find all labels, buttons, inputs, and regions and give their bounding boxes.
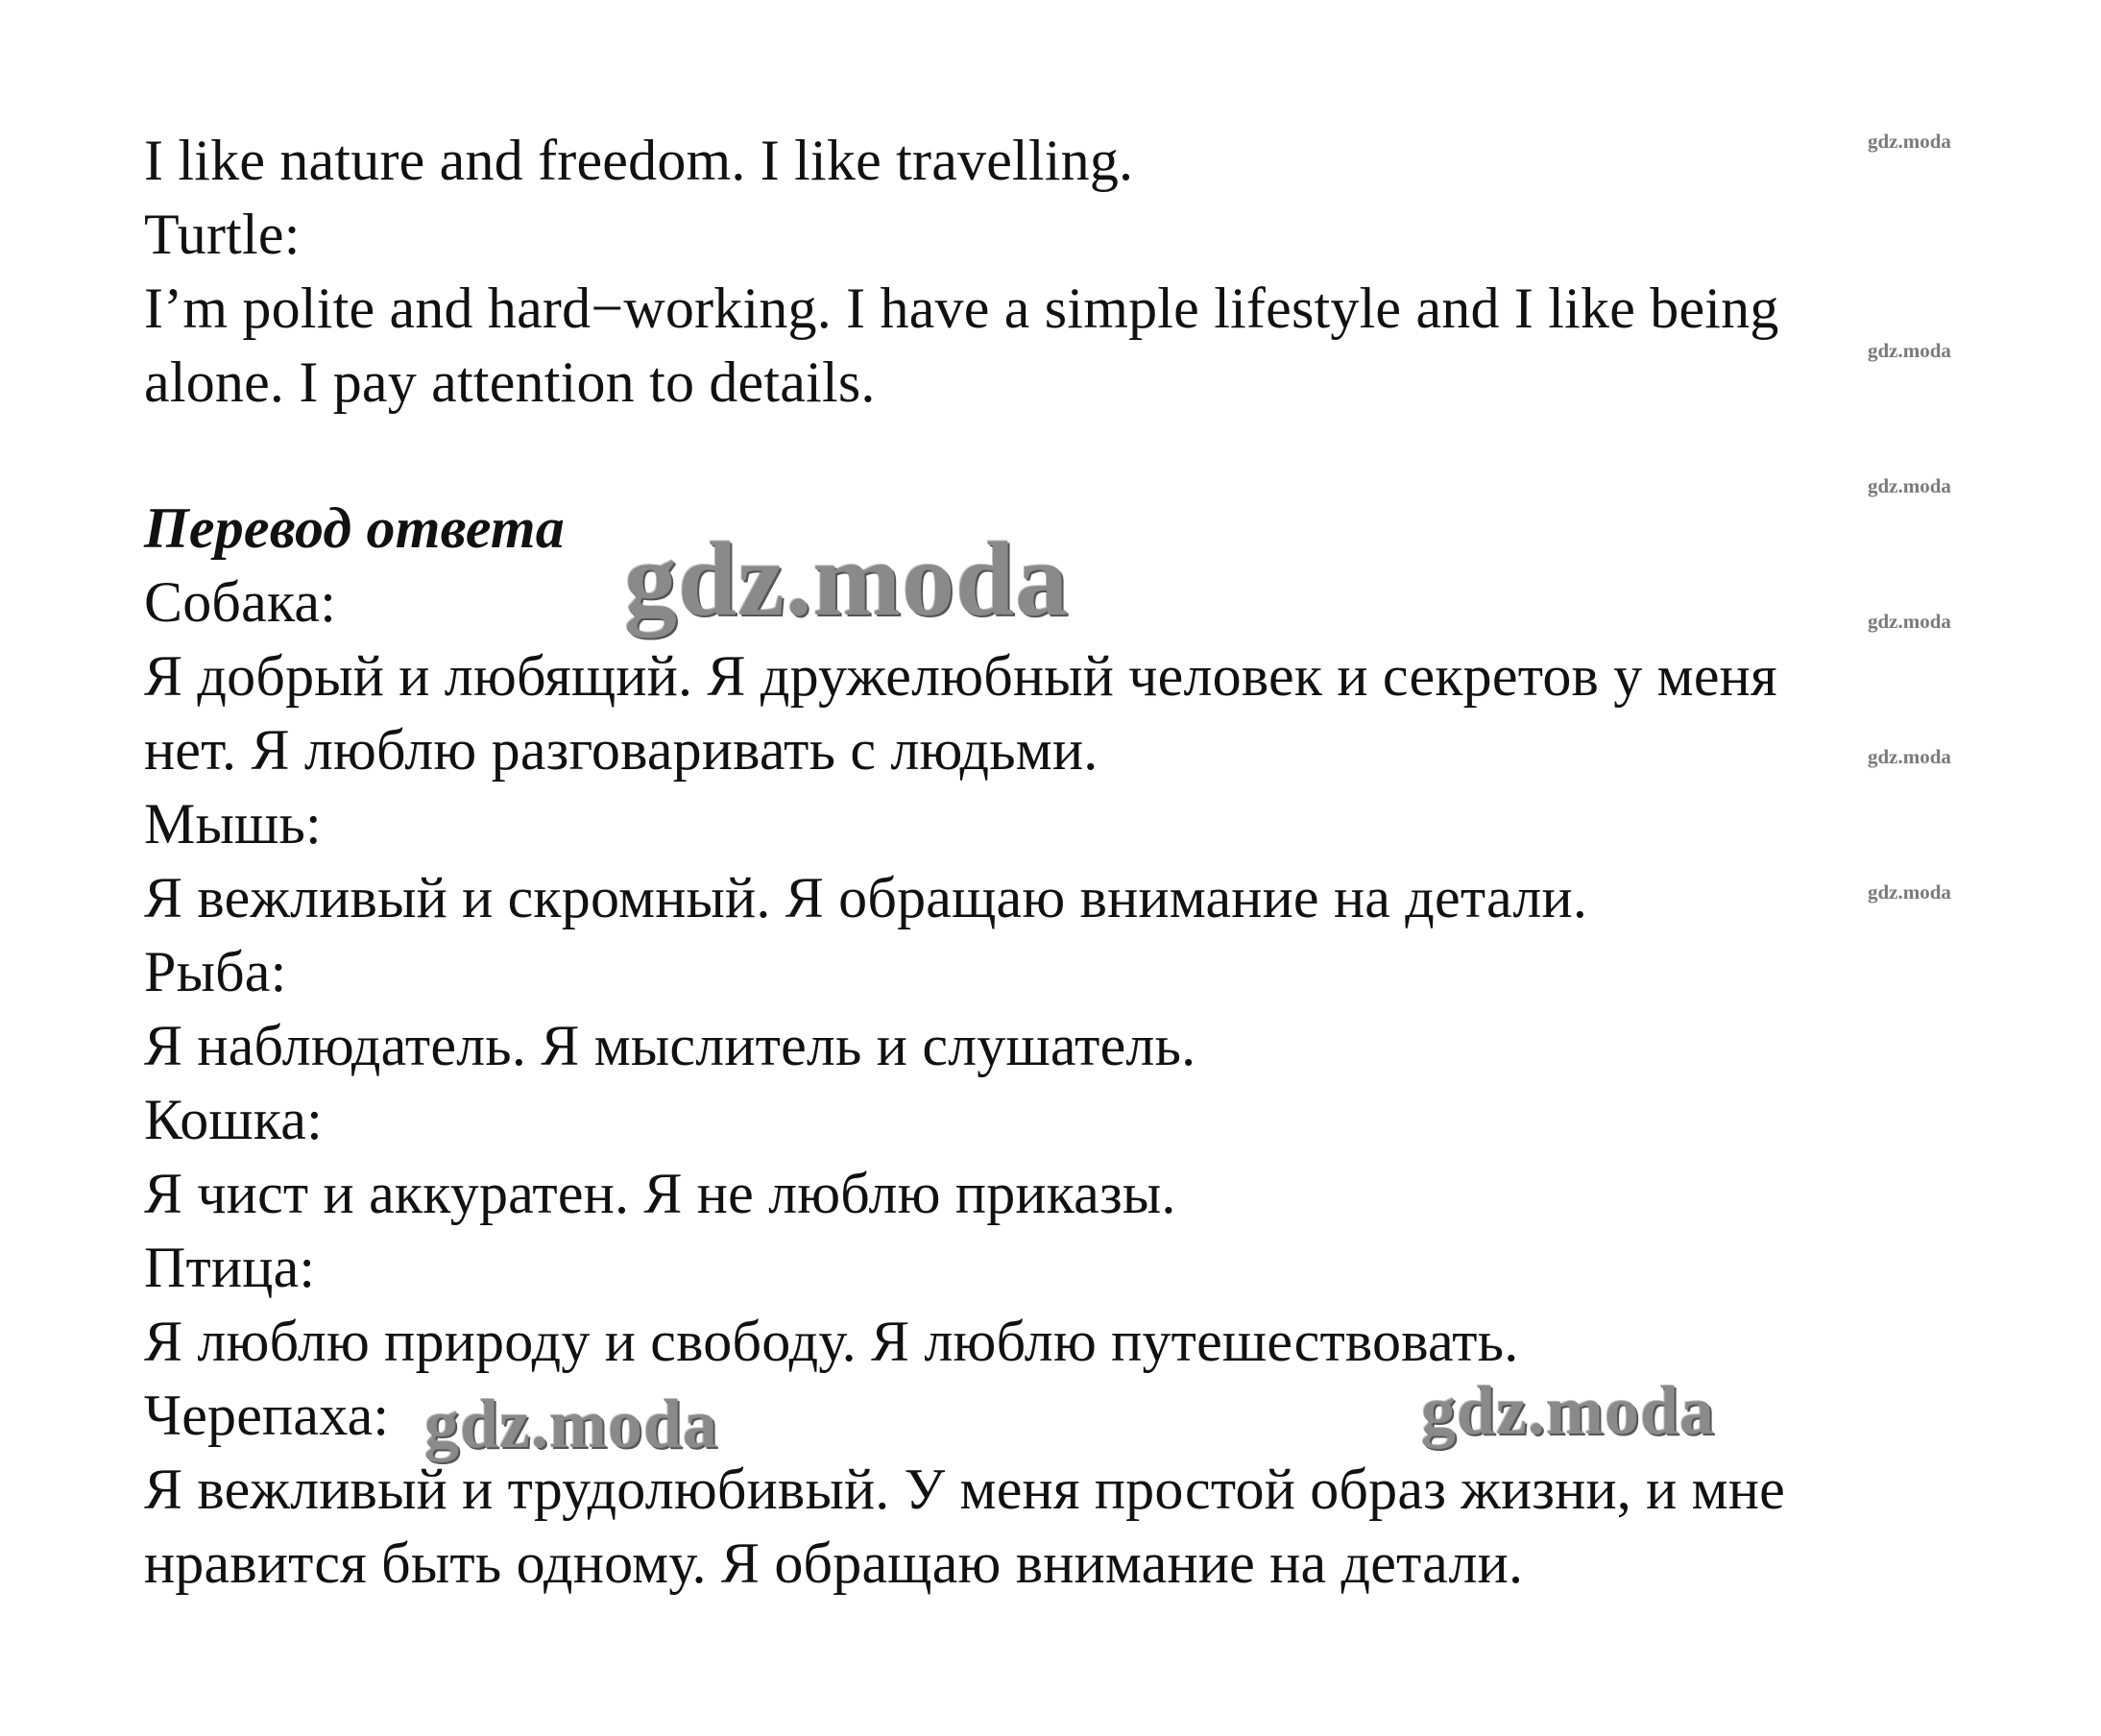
translation-heading: Перевод ответа: [144, 496, 565, 560]
cat-label: Кошка:: [144, 1088, 323, 1151]
watermark-large-1: gdz.moda: [624, 520, 1070, 638]
watermark-small-2: gdz.moda: [1868, 339, 1951, 362]
turtle-text-ru-1: Я вежливый и трудолюбивый. У меня простой образ жизни, и мне: [144, 1458, 1785, 1521]
bird-label: Птица:: [144, 1236, 316, 1299]
turtle-label-en: Turtle:: [144, 203, 301, 266]
bird-text: Я люблю природу и свободу. Я люблю путешествовать.: [144, 1310, 1519, 1373]
mouse-label: Мышь:: [144, 792, 322, 856]
dog-text-2: нет. Я люблю разговаривать с людьми.: [144, 718, 1099, 782]
fish-text: Я наблюдатель. Я мыслитель и слушатель.: [144, 1014, 1196, 1077]
dog-text-1: Я добрый и любящий. Я дружелюбный человек и секретов у меня: [144, 644, 1777, 708]
watermark-small-6: gdz.moda: [1868, 880, 1951, 904]
dog-label: Собака:: [144, 570, 337, 634]
english-line-1: I like nature and freedom. I like travelling.: [144, 129, 1134, 192]
fish-label: Рыба:: [144, 940, 287, 1003]
watermark-small-5: gdz.moda: [1868, 745, 1951, 768]
turtle-label-ru: Черепаха:: [144, 1384, 390, 1447]
watermark-small-3: gdz.moda: [1868, 474, 1951, 497]
mouse-text: Я вежливый и скромный. Я обращаю внимание на детали.: [144, 866, 1588, 929]
turtle-text-ru-2: нравится быть одному. Я обращаю внимание на детали.: [144, 1531, 1524, 1595]
turtle-text-en-2: alone. I pay attention to details.: [144, 350, 876, 414]
watermark-small-1: gdz.moda: [1868, 130, 1951, 153]
watermark-large-3: gdz.moda: [1421, 1372, 1716, 1449]
turtle-text-en-1: I’m polite and hard−working. I have a simple lifestyle and I like being: [144, 277, 1779, 340]
cat-text: Я чист и аккуратен. Я не люблю приказы.: [144, 1162, 1176, 1225]
watermark-small-4: gdz.moda: [1868, 610, 1951, 633]
watermark-large-2: gdz.moda: [424, 1386, 719, 1462]
